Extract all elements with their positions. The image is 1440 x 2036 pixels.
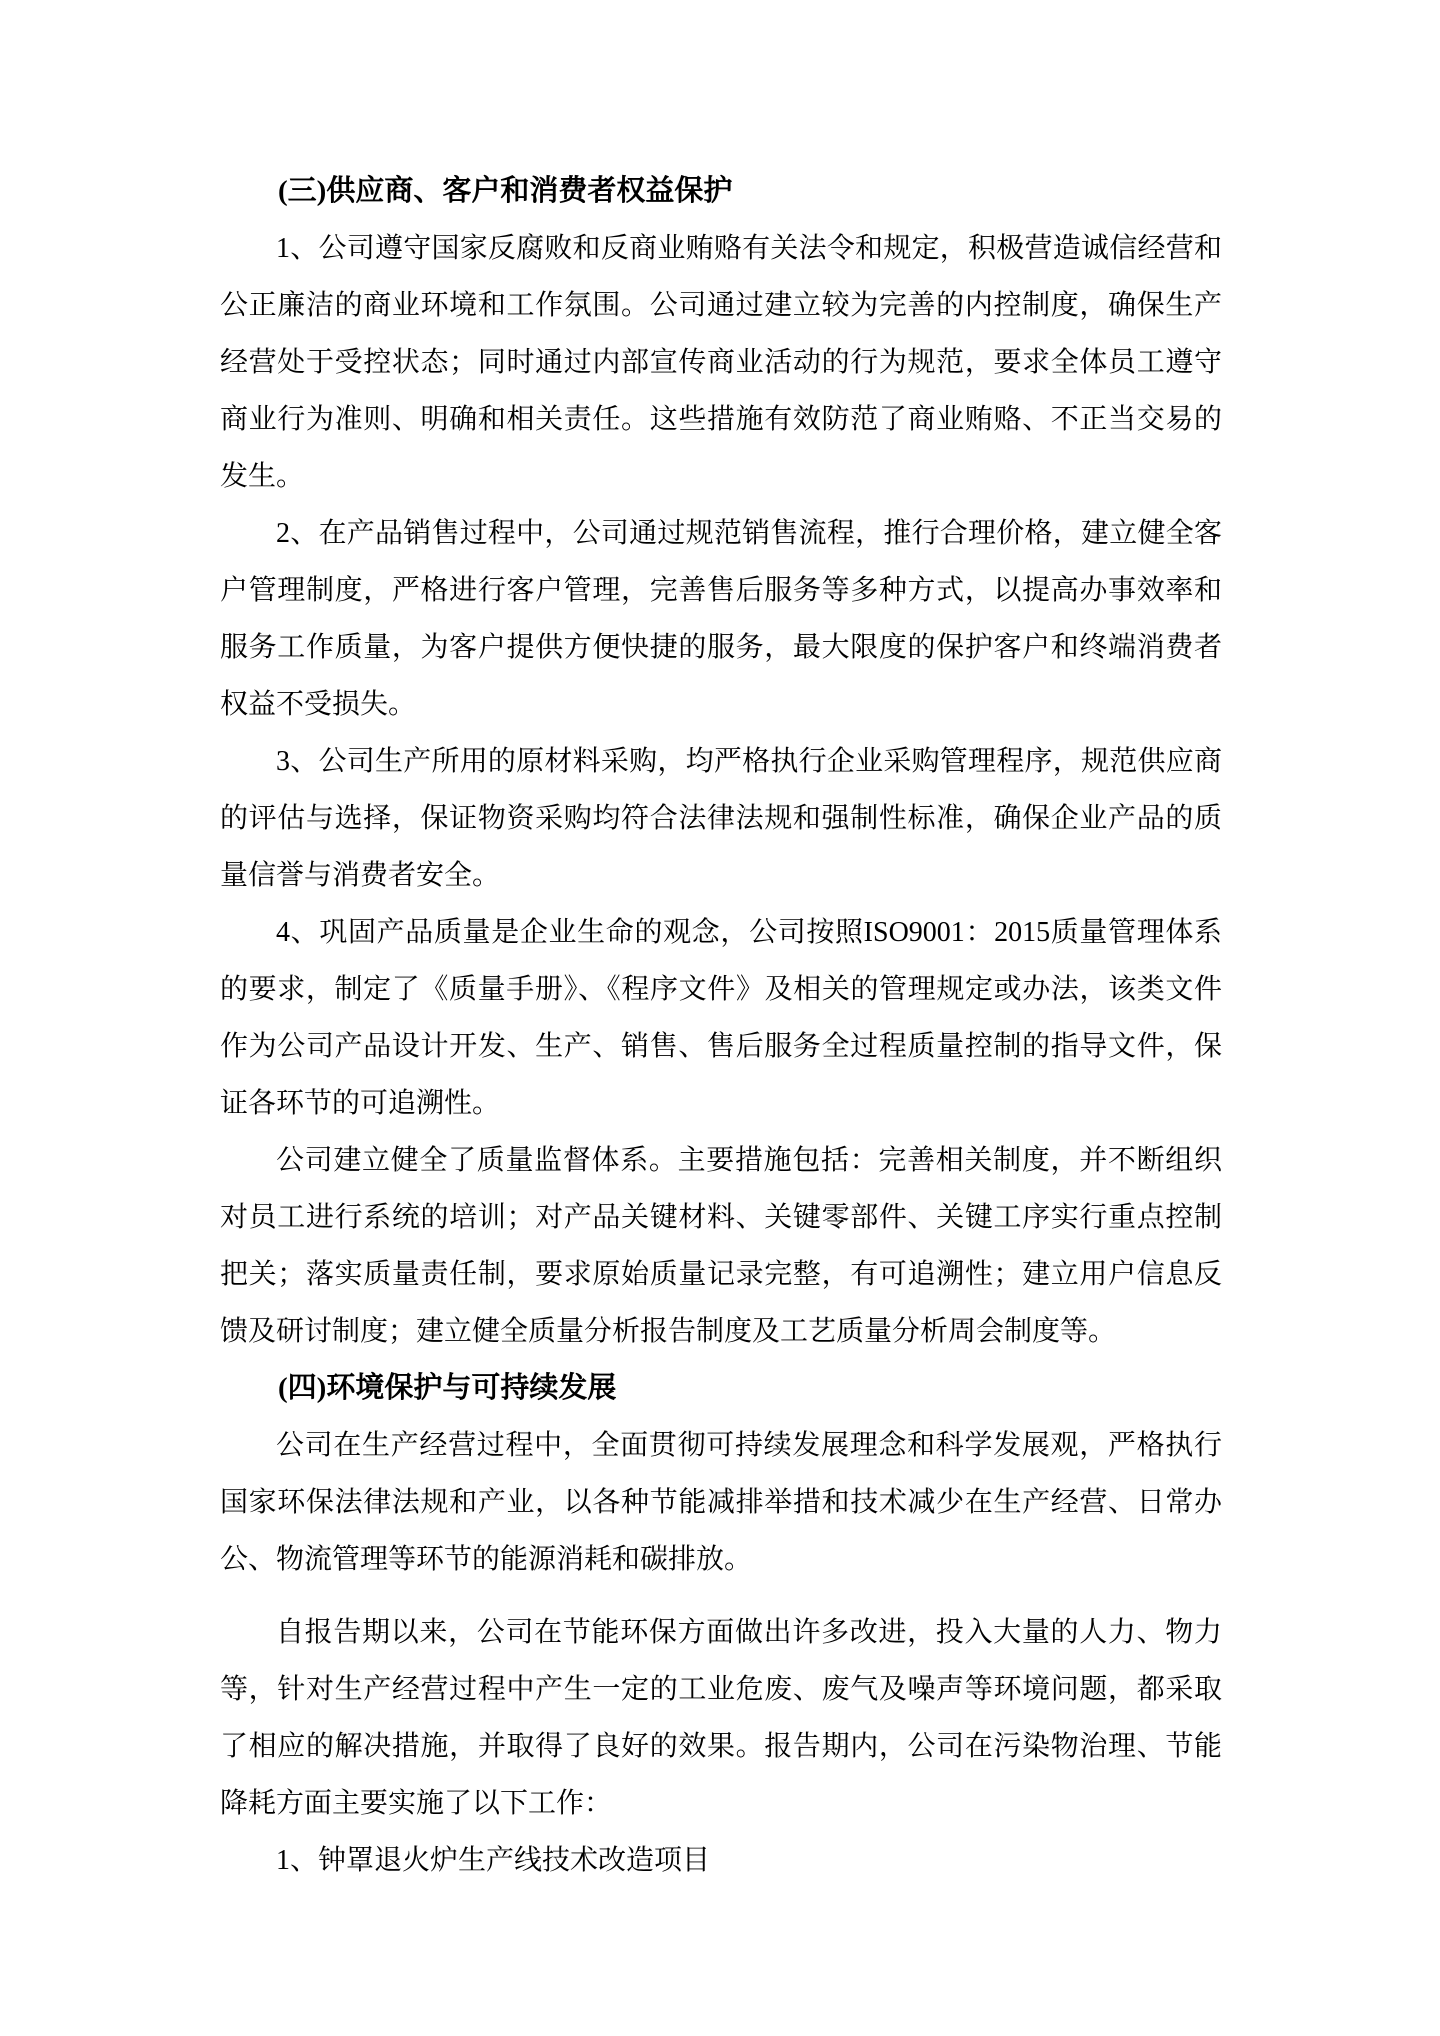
paragraph-energy-saving-improvements: 自报告期以来，公司在节能环保方面做出许多改进，投入大量的人力、物力等，针对生产经营过程中产生一定的工业危废、废气及噪声等环境问题，都采取了相应的解决措施，并取得了良好的效果。报告期内，公司在污染物治理、节能降耗方面主要实施了以下工作：	[220, 1617, 1222, 1819]
section-heading-environment-sustainability: (四)环境保护与可持续发展	[278, 1372, 617, 1404]
paragraph-sustainable-development: 公司在生产经营过程中，全面贯彻可持续发展理念和科学发展观，严格执行国家环保法律法规和产业，以各种节能减排举措和技术减少在生产经营、日常办公、物流管理等环节的能源消耗和碳排放。	[220, 1430, 1222, 1575]
paragraph-quality-supervision: 公司建立健全了质量监督体系。主要措施包括：完善相关制度，并不断组织对员工进行系统的培训；对产品关键材料、关键零部件、关键工序实行重点控制把关；落实质量责任制，要求原始质量记录完整，有可追溯性；建立用户信息反馈及研讨制度；建立健全质量分析报告制度及工艺质量分析周会制度等。	[220, 1145, 1222, 1347]
paragraph-quality-system-iso: 4、巩固产品质量是企业生命的观念，公司按照ISO9001：2015质量管理体系的要求，制定了《质量手册》、《程序文件》及相关的管理规定或办法，该类文件作为公司产品设计开发、生产、销售、售后服务全过程质量控制的指导文件，保证各环节的可追溯性。	[220, 917, 1222, 1119]
paragraph-anti-bribery: 1、公司遵守国家反腐败和反商业贿赂有关法令和规定，积极营造诚信经营和公正廉洁的商业环境和工作氛围。公司通过建立较为完善的内控制度，确保生产经营处于受控状态；同时通过内部宣传商业活动的行为规范，要求全体员工遵守商业行为准则、明确和相关责任。这些措施有效防范了商业贿赂、不正当交易的发生。	[220, 233, 1222, 492]
section-heading-supplier-customer-consumer-protection: (三)供应商、客户和消费者权益保护	[278, 175, 733, 207]
paragraph-sales-process: 2、在产品销售过程中，公司通过规范销售流程，推行合理价格，建立健全客户管理制度，严格进行客户管理，完善售后服务等多种方式，以提高办事效率和服务工作质量，为客户提供方便快捷的服务，最大限度的保护客户和终端消费者权益不受损失。	[220, 518, 1222, 720]
paragraph-procurement: 3、公司生产所用的原材料采购，均严格执行企业采购管理程序，规范供应商的评估与选择，保证物资采购均符合法律法规和强制性标准，确保企业产品的质量信誉与消费者安全。	[220, 746, 1222, 891]
paragraph-annealing-furnace-project: 1、钟罩退火炉生产线技术改造项目	[276, 1845, 711, 1876]
